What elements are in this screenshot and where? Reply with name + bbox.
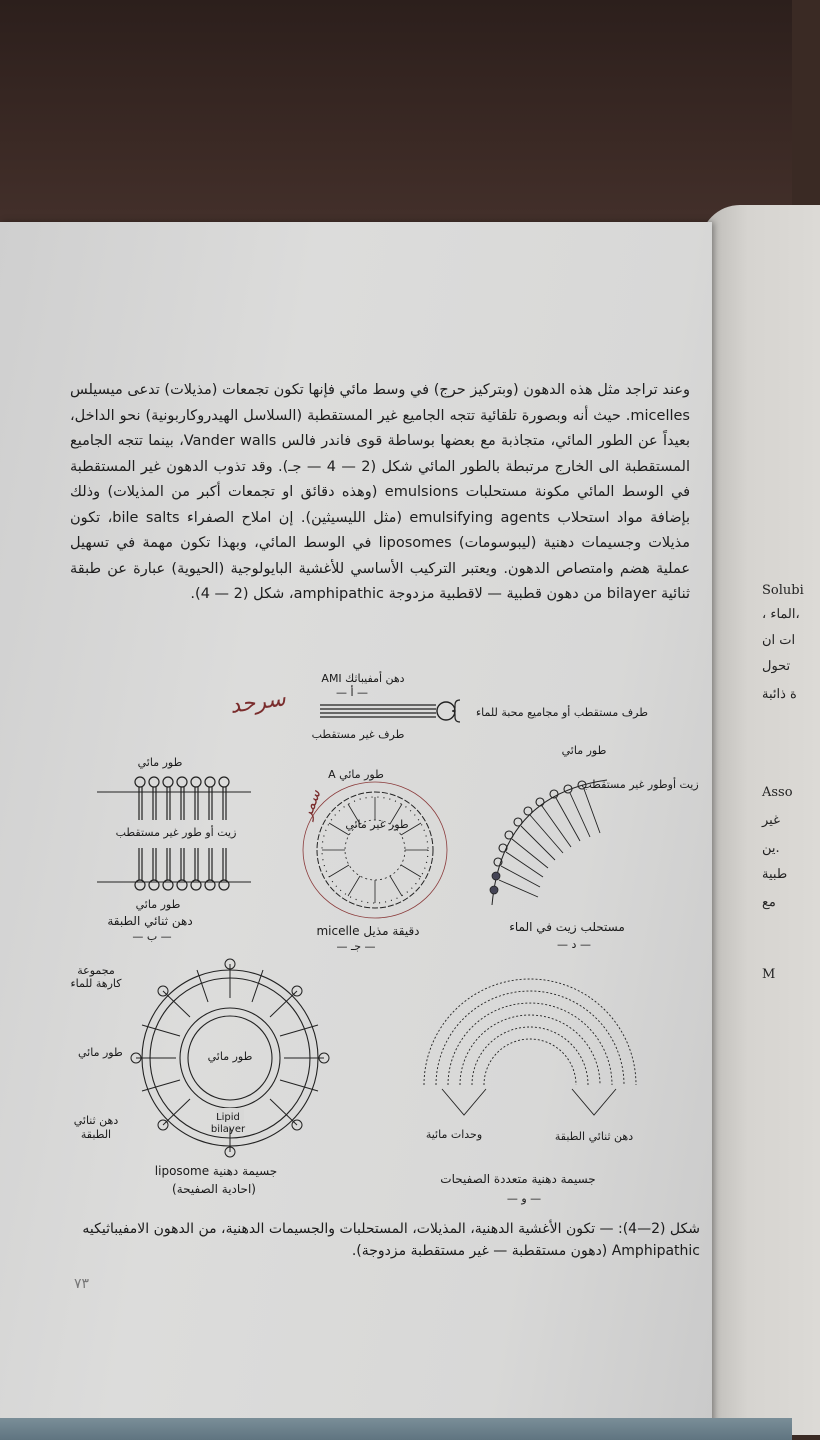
micelle-drawing [300,775,450,920]
right-page-fragment: ، الماء، [762,607,800,622]
bilayer-oil-label: زيت أو طور غير مستقطب [115,826,237,839]
figure-letter-a: — أ — [335,686,369,699]
right-page-fragment: ات ان [762,633,796,648]
body-paragraph [70,378,690,608]
right-page-fragment: ة ذائبة [762,687,797,702]
micelle-inner-label: طور غير مائي [345,818,409,831]
liposome-aqueous-inner: طور مائي [207,1050,253,1063]
figure-letter-f: — و — [506,1192,542,1205]
figure-caption-line: Amphipathic (دهون مستقطبة — غير مستقطبة مزدوجة). [351,1243,700,1259]
nonpolar-end-label: طرف غير مستقطب [311,728,405,741]
right-page-fragment: Solubi [762,583,804,598]
multilamellar-caption: جسيمة دهنية متعددة الصفيحات [440,1172,596,1186]
multilamellar-bilayer-label: دهن ثنائي الطبقة [554,1130,634,1143]
liposome-subcaption: (احادية الصفيحة) [172,1182,256,1196]
micelle-aqueous-label: طور مائي A [328,768,384,781]
micelle-caption: دقيقة مذيل micelle [316,924,420,938]
bottom-surface [0,1418,792,1440]
liposome-bilayer-label: دهن ثنائي الطبقة [73,1114,119,1141]
polar-end-label: طرف مستقطب أو مجاميع محبة للماء [476,706,648,719]
emulsion-oil-label: زيت أوطور غير مستقطب [581,778,699,791]
right-page-fragment: مع [762,895,776,910]
body-text: وعند تراجد مثل هذه الدهون (وبتركيز حرج) في وسط مائي فإنها تكون تجمعات (مذيلات) تدعى ميسيلس micelles. حيث أنه وبصورة تلقائية تتجه الجاميع غير المستقطبة (السلاسل الهيدروكاربونية) نحو الداخل، بعيداً عن الطور المائي، متجاذبة مع بعضها بوساطة قوى فاندر فالس Vander walls، بينما تتجه الجاميع المستقطبة الى الخارج مرتبطة بالطور المائي شكل (2 — 4 — جـ). وقد تذوب الدهون غير المستقطبة في الوسط المائي مكونة مستحلبات emulsions (وهذه دقائق او تجمعات أكبر من المذيلات) وذلك بإضافة مواد استحلاب emulsifying agents (مثل الليسيثين). إن املاح الصفراء bile salts، تكون مذيلات وجسيمات دهنية (ليبوسومات) liposomes في الوسط المائي، وبهذا تكون مهمة في تسهيل عملية هضم وامتصاص الدهون. ويعتبر التركيب الأساسي للأغشية البايولوجية (الحيوية) عبارة عن طبقة ثنائية bilayer من دهون قطبية — لاقطبية مزدوجة amphipathic، شكل (2 — 4). [70,382,691,602]
page-number: ٧٣ [74,1276,90,1292]
right-page-fragment: Asso [762,785,793,800]
figure-caption [60,1218,700,1262]
liposome-aqueous-outer: طور مائي [78,1046,123,1059]
handwritten-note: ﺳﻤﺮ [297,787,325,821]
emulsion-caption: مستحلب زيت في الماء [509,920,625,934]
bilayer-aqueous-bottom: طور مائي [135,898,181,911]
figure-letter-b: — ب — [132,930,172,943]
figure-letter-c: — جـ — [336,940,376,953]
amphipathic-title: دهن أمفيباثك AMI [321,672,405,685]
figure-letter-d: — د — [557,938,591,951]
bilayer-caption: دهن ثنائي الطبقة [107,914,193,928]
right-page-fragment: تحول [762,659,791,674]
liposome-caption: جسيمة دهنية liposome [154,1164,278,1178]
lipid-bilayer-label: Lipid bilayer [210,1112,246,1135]
multilamellar-drawing [412,965,642,1125]
figure-caption-line: شكل (2—4): — تكون الأغشية الدهنية، المذيلات، المستحلبات والجسيمات الدهنية، من الدهون الامفيباثيكيه [82,1221,700,1237]
right-page-fragment: M [762,967,776,982]
emulsion-aqueous-label: طور مائي [561,744,607,757]
adjacent-page [700,205,820,1435]
handwritten-note: ﺳﺮﺣﺪ [228,686,288,719]
liposome-group-label: مجموعة كارهة للماء [70,964,122,990]
amphipathic-lipid-drawing [318,697,468,727]
right-page-fragment: غير [762,813,780,828]
right-page-fragment: ين. [762,841,780,856]
multilamellar-aqueous-label: وحدات مائية [425,1128,483,1141]
right-page-fragment: طبية [762,867,788,882]
bilayer-aqueous-top: طور مائي [137,756,183,769]
